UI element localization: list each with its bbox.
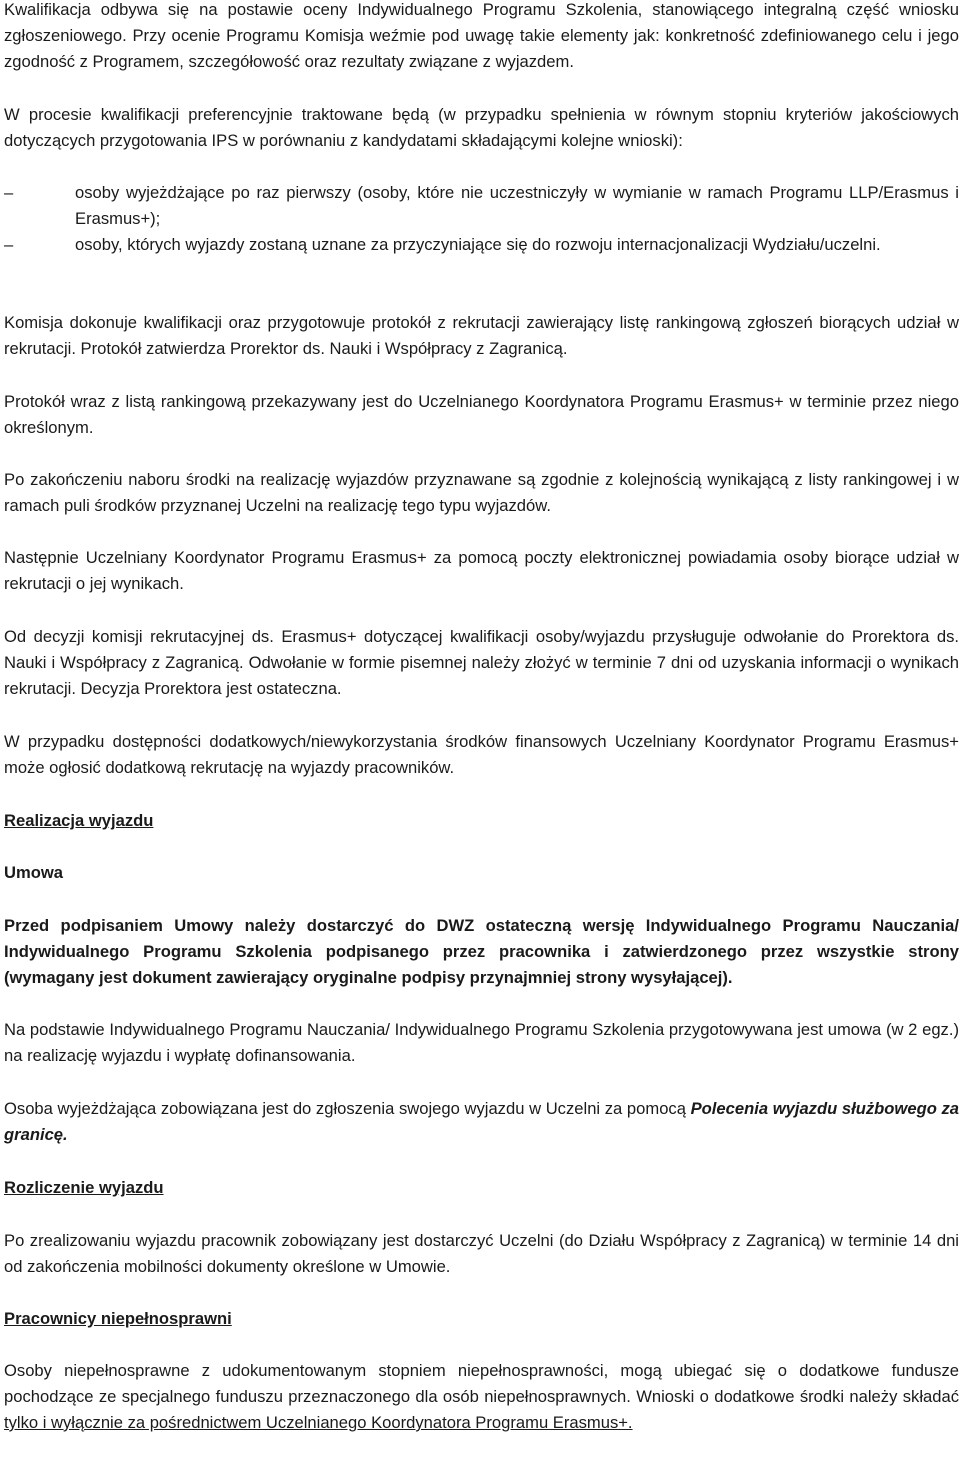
- section-heading-settlement: Rozliczenie wyjazdu: [4, 1178, 164, 1197]
- paragraph-protocol: Protokół wraz z listą rankingową przekazywany jest do Uczelnianego Koordynatora Programu Erasmus+ w terminie przez niego określonym.: [4, 392, 959, 437]
- dash-bullet: –: [4, 235, 14, 254]
- paragraph-settlement: Po zrealizowaniu wyjazdu pracownik zobowiązany jest dostarczyć Uczelni (do Działu Współpracy z Zagranicą) w terminie 14 dni od zakończenia mobilności dokumenty określone w Umowie.: [4, 1231, 959, 1276]
- paragraph-before-signing: Przed podpisaniem Umowy należy dostarczyć do DWZ ostateczną wersję Indywidualnego Programu Nauczania/ Indywidualnego Programu Szkolenia podpisanego przez pracownika i zatwierdzonego przez wszystkie strony (wymagany jest dokument zawierający oryginalne podpisy przynajmniej strony wysyłającej).: [4, 916, 959, 987]
- list-item-text: osoby wyjeżdżające po raz pierwszy (osoby, które nie uczestniczyły w wymianie w ramach Programu LLP/Erasmus i Erasmus+);: [75, 183, 959, 228]
- list-item: [4, 180, 959, 232]
- travel-order-document-name: Polecenia wyjazdu służbowego za granicę.: [4, 1099, 960, 1144]
- travel-order-text: Osoba wyjeżdżająca zobowiązana jest do zgłoszenia swojego wyjazdu w Uczelni za pomocą: [4, 1099, 691, 1118]
- disabled-funds-text: Osoby niepełnosprawne z udokumentowanym stopniem niepełnosprawności, mogą ubiegać się o dodatkowe fundusze pochodzące ze specjalnego funduszu przeznaczonego dla osób niepełnosprawnych. Wnioski o dodatkowe środki należy składać: [4, 1361, 959, 1406]
- paragraph-agreement-basis: Na podstawie Indywidualnego Programu Nauczania/ Indywidualnego Programu Szkolenia przygotowywana jest umowa (w 2 egz.) na realizację wyjazdu i wypłatę dofinansowania.: [4, 1020, 959, 1065]
- disabled-funds-underlined-text: tylko i wyłącznie za pośrednictwem Uczelnianego Koordynatora Programu Erasmus+.: [4, 1413, 633, 1432]
- section-heading-agreement: Umowa: [4, 863, 64, 882]
- section-heading-disabled-staff: Pracownicy niepełnosprawni: [4, 1309, 232, 1328]
- paragraph-notification: Następnie Uczelniany Koordynator Programu Erasmus+ za pomocą poczty elektronicznej powiadamia osoby biorące udział w rekrutacji o jej wynikach.: [4, 548, 959, 593]
- paragraph-travel-order: [4, 1096, 959, 1148]
- paragraph-disabled-funds: [4, 1358, 959, 1436]
- paragraph-preferences: W procesie kwalifikacji preferencyjnie traktowane będą (w przypadku spełnienia w równym stopniu kryteriów jakościowych dotyczących przygotowania IPS w porównaniu z kandydatami składającymi kolejne wnioski):: [4, 105, 959, 150]
- paragraph-appeal: Od decyzji komisji rekrutacyjnej ds. Erasmus+ dotyczącej kwalifikacji osoby/wyjazdu przysługuje odwołanie do Prorektora ds. Nauki i Współpracy z Zagranicą. Odwołanie w formie pisemnej należy złożyć w terminie 7 dni od uzyskania informacji o wynikach rekrutacji. Decyzja Prorektora jest ostateczna.: [4, 627, 959, 698]
- list-item: [4, 232, 959, 258]
- paragraph-additional-recruitment: W przypadku dostępności dodatkowych/niewykorzystania środków finansowych Uczelniany Koordynator Programu Erasmus+ może ogłosić dodatkową rekrutację na wyjazdy pracowników.: [4, 732, 959, 777]
- paragraph-commission: Komisja dokonuje kwalifikacji oraz przygotowuje protokół z rekrutacji zawierający listę rankingową zgłoszeń biorących udział w rekrutacji. Protokół zatwierdza Prorektor ds. Nauki i Współpracy z Zagranicą.: [4, 313, 959, 358]
- dash-bullet: –: [4, 183, 14, 202]
- paragraph-funds: Po zakończeniu naboru środki na realizację wyjazdów przyznawane są zgodnie z kolejnością wynikającą z listy rankingowej i w ramach puli środków przyznanej Uczelni na realizację tego typu wyjazdów.: [4, 470, 959, 515]
- section-heading-realization: Realizacja wyjazdu: [4, 811, 154, 830]
- list-item-text: osoby, których wyjazdy zostaną uznane za przyczyniające się do rozwoju internacjonalizacji Wydziału/uczelni.: [75, 235, 881, 254]
- paragraph-qualification-basis: Kwalifikacja odbywa się na postawie oceny Indywidualnego Programu Szkolenia, stanowiącego integralną część wniosku zgłoszeniowego. Przy ocenie Programu Komisja weźmie pod uwagę takie elementy jak: konkretność zdefiniowanego celu i jego zgodność z Programem, szczegółowość oraz rezultaty związane z wyjazdem.: [4, 0, 959, 71]
